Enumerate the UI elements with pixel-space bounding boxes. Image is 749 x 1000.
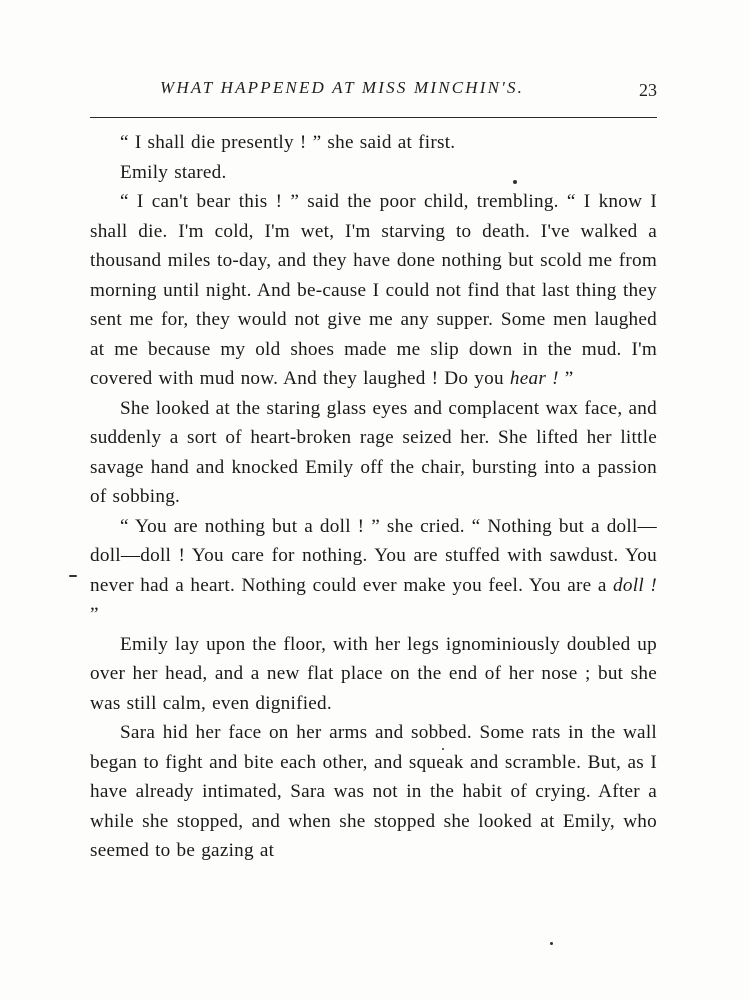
- paragraph-7: Sara hid her face on her arms and sobbed. Some rats in the wall began to fight and bite each other, and squeak and scramble. But, as I have already intimated, Sara was not in the habit of crying. After a while she stopped, and when she stopped she looked at Emily, who seemed to be gazing at: [90, 722, 657, 861]
- emphasis-doll: doll !: [613, 574, 657, 596]
- header-rule: [90, 117, 657, 118]
- emphasis-hear: hear !: [509, 368, 559, 389]
- paragraph-4: She looked at the staring glass eyes and complacent wax face, and suddenly a sort of heart-broken rage seized her. She lifted her little savage hand and knocked Emily off the chair, bursting into a passion of sobbing.: [90, 397, 657, 507]
- ink-speck: [513, 180, 517, 184]
- running-head: [90, 78, 657, 108]
- paragraph-5: “ You are nothing but a doll ! ” she cried. “ Nothing but a doll—doll—doll ! You care for nothing. You are stuffed with sawdust. You never had a heart. Nothing could ever make you feel. You are a doll ! ”: [90, 515, 657, 625]
- paragraph-6: Emily lay upon the floor, with her legs ignominiously doubled up over her head, and a new flat place on the end of her nose ; but she was still calm, even dignified.: [90, 633, 657, 714]
- page-number: 23: [639, 80, 657, 100]
- ink-speck: [442, 748, 444, 750]
- paragraph-1: “ I shall die presently ! ” she said at first.: [120, 132, 456, 153]
- ink-speck: [69, 575, 77, 577]
- paragraph-3: “ I can't bear this ! ” said the poor child, trembling. “ I know I shall die. I'm cold, I'm wet, I'm starving to death. I've walked a thousand miles to-day, and they have done nothing but scold me from morning until night. And be-cause I could not find that last thing they sent me for, they would not give me any supper. Some men laughed at me because my old shoes made me slip down in the mud. I'm covered with mud now. And they laughed ! Do you hear ! ”: [90, 191, 657, 389]
- paragraph-2: Emily stared.: [120, 161, 227, 183]
- ink-speck: [550, 942, 553, 945]
- running-title: WHAT HAPPENED AT MISS MINCHIN'S.: [160, 78, 525, 97]
- body-text: [90, 128, 657, 866]
